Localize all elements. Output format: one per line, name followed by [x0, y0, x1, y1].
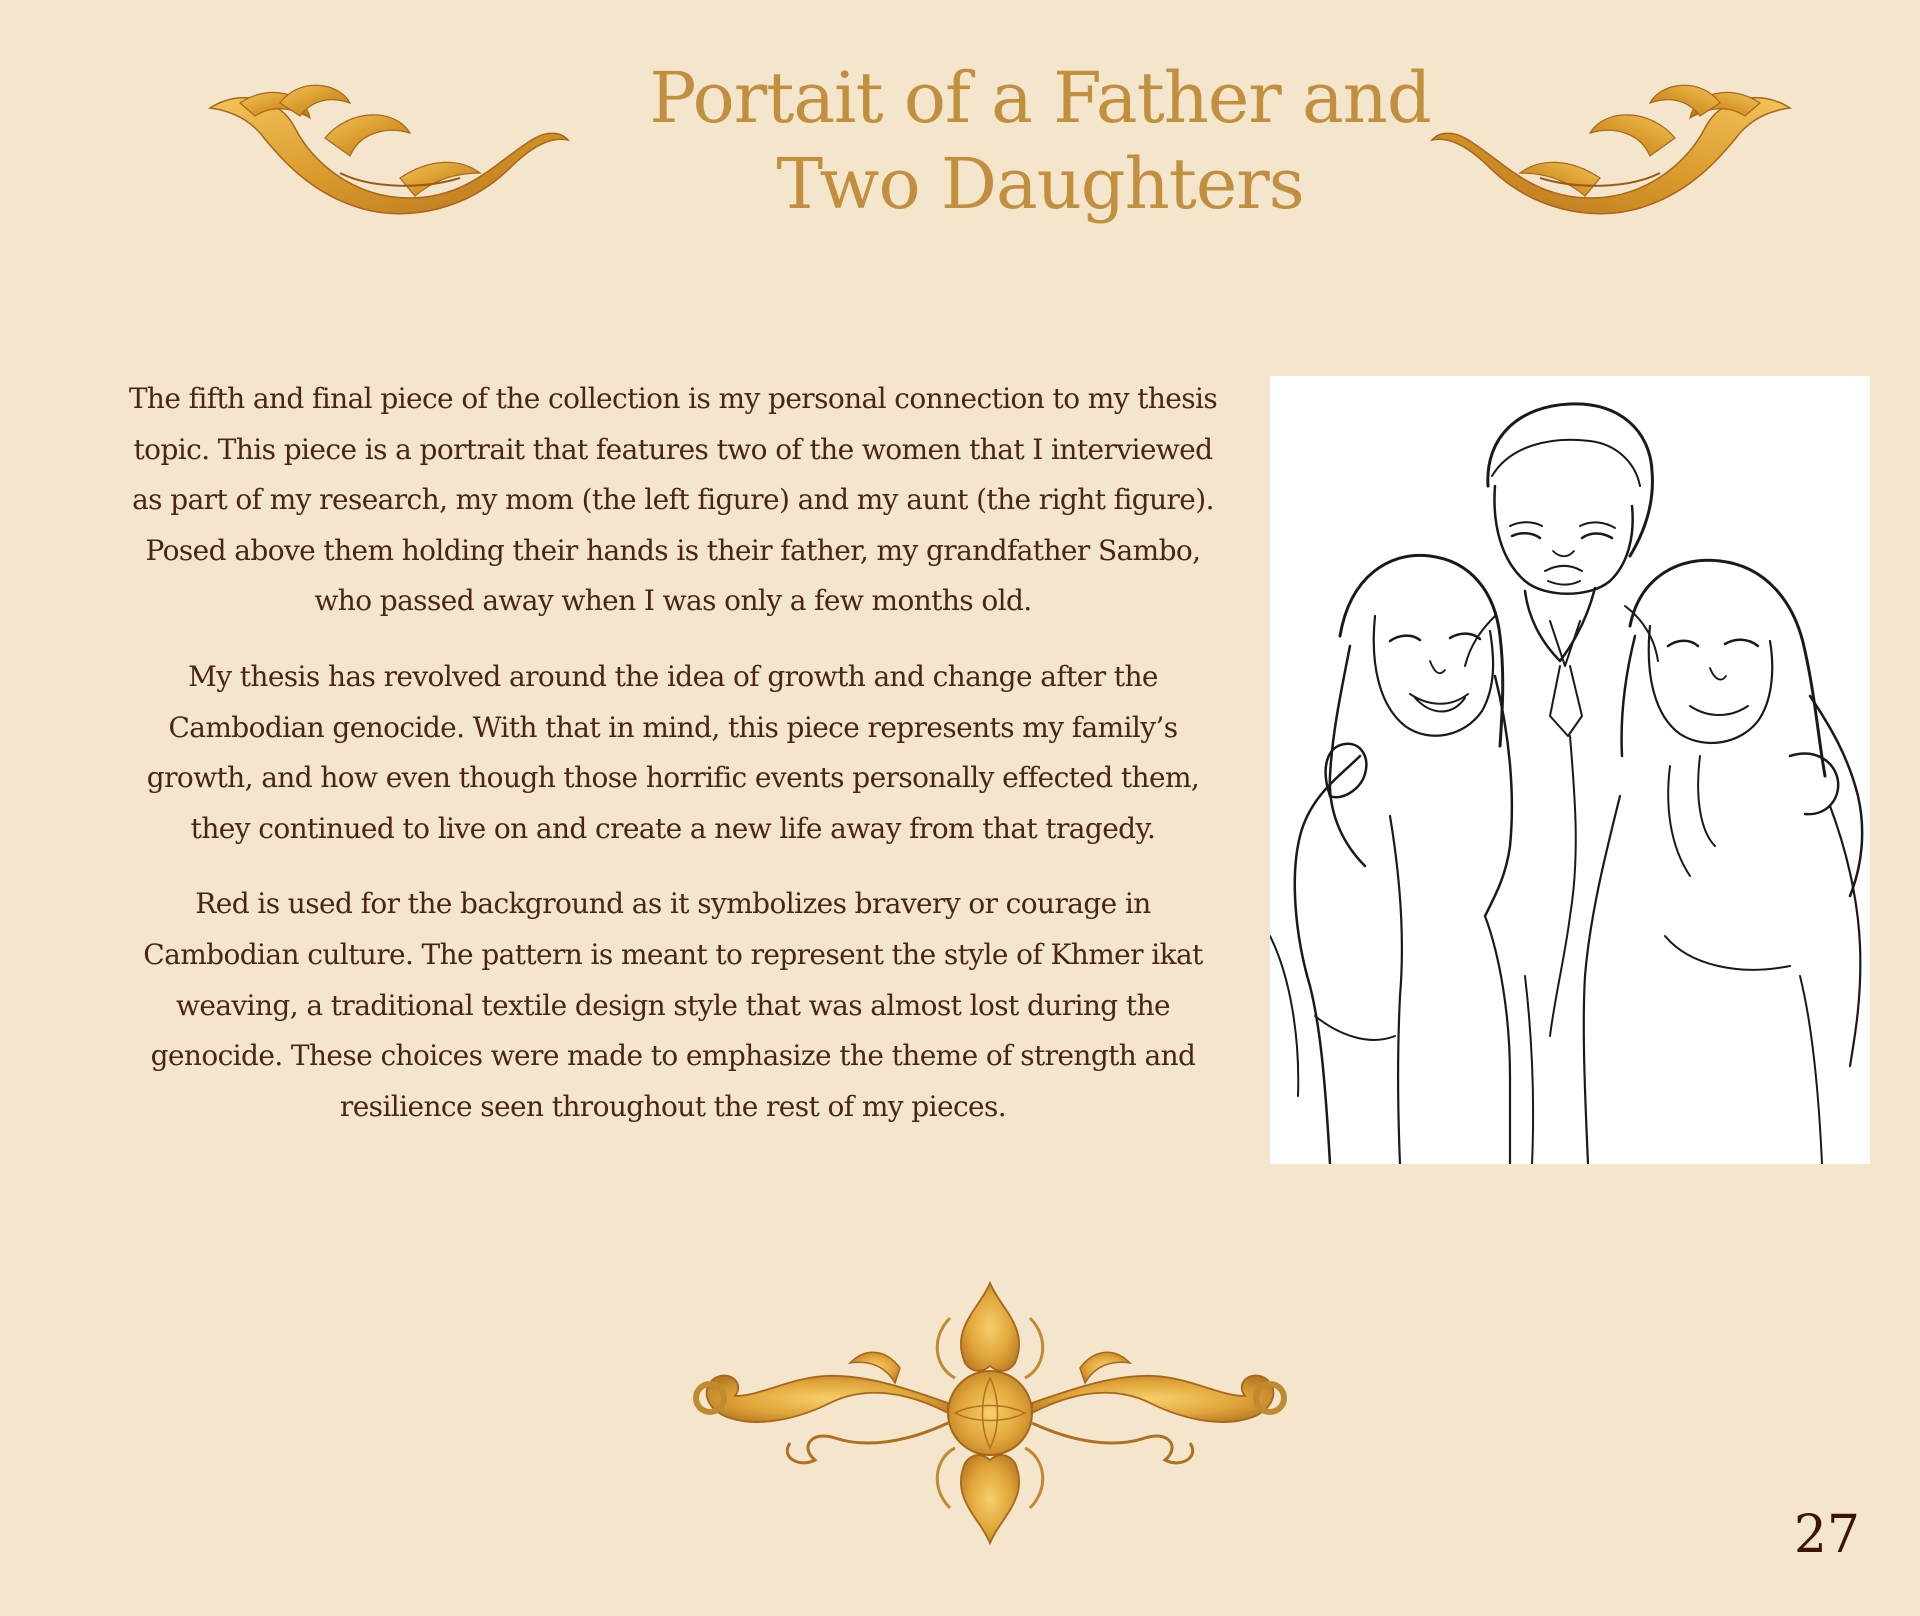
left-gold-flourish-icon	[200, 78, 570, 218]
body-text	[128, 374, 1218, 1157]
title-line-2: Two Daughters	[776, 143, 1304, 225]
right-gold-flourish-icon	[1430, 78, 1800, 218]
title-line-1: Portait of a Father and	[649, 57, 1431, 139]
paragraph-1: The fifth and final piece of the collection is my personal connection to my thesis topic. This piece is a portrait that features two of the women that I interviewed as part of my research, my mom (the left figure) and my aunt (the right figure). Posed above them holding their hands is their father, my grandfather Sambo, who passed away when I was only a few months old.	[128, 382, 1218, 618]
gold-lotus-ornament-icon	[650, 1278, 1330, 1548]
page-title	[560, 55, 1520, 227]
paragraph-2: My thesis has revolved around the idea of growth and change after the Cambodian genocide. With that in mind, this piece represents my family’s growth, and how even though those horrific events personally effected them, they continued to live on and create a new life away from that tragedy.	[146, 659, 1200, 845]
page-number: 27	[1793, 1505, 1860, 1565]
portrait-sketch-image	[1270, 376, 1870, 1164]
paragraph-3: Red is used for the background as it symbolizes bravery or courage in Cambodian culture. The pattern is meant to represent the style of Khmer ikat weaving, a traditional textile design style that was almost lost during the genocide. These choices were made to emphasize the theme of strength and resilience seen throughout the rest of my pieces.	[143, 887, 1203, 1123]
